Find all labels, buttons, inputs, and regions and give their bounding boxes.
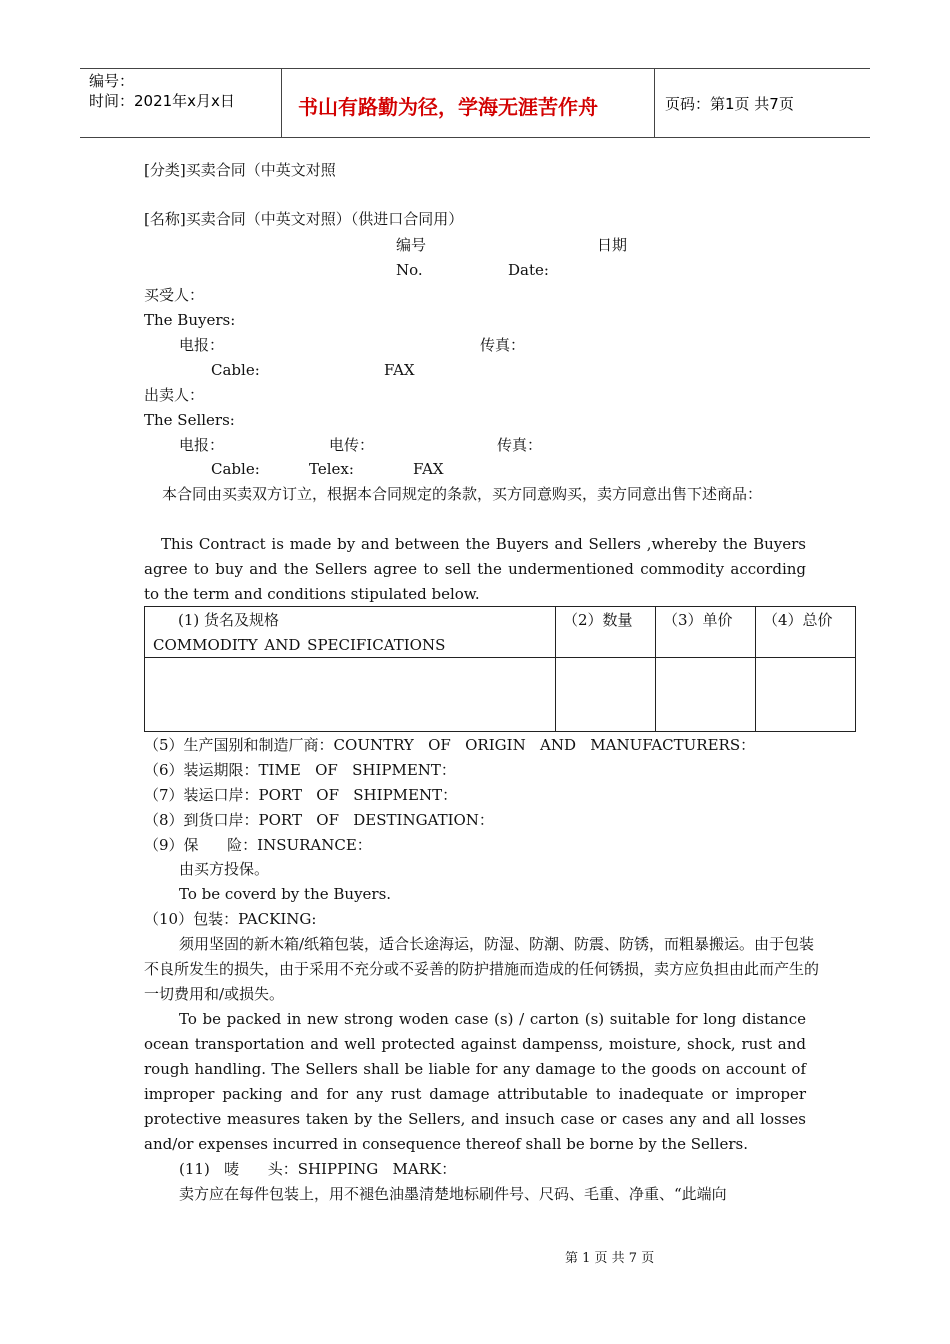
buyer-cable-cn: 电报： <box>179 336 225 354</box>
clause-8: （8）到货口岸：PORT OF DESTINGATION： <box>144 811 494 829</box>
goods-col-commodity-cn: (1) 货名及规格 <box>178 611 280 629</box>
seller-cable-cn: 电报： <box>179 436 225 454</box>
header-divider <box>654 69 655 137</box>
goods-col-quantity: （2）数量 <box>563 611 633 629</box>
seller-fax-cn: 传真： <box>497 436 543 454</box>
seller-telex-cn: 电传： <box>329 436 375 454</box>
buyer-fax-en: FAX <box>384 361 415 379</box>
header-motto: 书山有路勤为径，学海无涯苦作舟 <box>298 95 598 119</box>
header-time-label: 时间：2021年x月x日 <box>89 92 235 110</box>
header-divider <box>281 69 282 137</box>
header-page-code: 页码：第1页 共7页 <box>665 95 794 113</box>
clause-7: （7）装运口岸：PORT OF SHIPMENT： <box>144 786 458 804</box>
seller-cable-en: Cable: <box>211 460 260 478</box>
seller-label-cn: 出卖人： <box>144 386 205 404</box>
page-footer: 第 1 页 共 7 页 <box>565 1251 655 1266</box>
date-label-cn: 日期 <box>597 236 628 254</box>
clause-10: （10）包装：PACKING: <box>144 910 317 928</box>
clause-6: （6）装运期限：TIME OF SHIPMENT： <box>144 761 456 779</box>
intro-cn: 本合同由买卖双方订立，根据本合同规定的条款，买方同意购买，卖方同意出售下述商品： <box>162 485 763 503</box>
goods-col-unit-price: （3）单价 <box>663 611 733 629</box>
doc-name: [名称]买卖合同（中英文对照）（供进口合同用） <box>144 210 464 228</box>
buyer-label-en: The Buyers: <box>144 311 236 329</box>
header-number-label: 编号： <box>89 72 135 90</box>
buyer-fax-cn: 传真： <box>480 336 526 354</box>
no-label-cn: 编号 <box>396 236 427 254</box>
clause-9-cn: 由买方投保。 <box>179 860 270 878</box>
buyer-cable-en: Cable: <box>211 361 260 379</box>
goods-col-total-price: （4）总价 <box>763 611 833 629</box>
buyer-label-cn: 买受人： <box>144 286 205 304</box>
clause-11: (11) 唛 头：SHIPPING MARK： <box>179 1160 457 1178</box>
clause-10-en: To be packed in new strong woden case (s) / carton (s) suitable for long distance ocean transportation and well protected against dampenss, moisture, shock, rust and rough handling. The Sellers shall be liable for any damage to the goods on account of improper packing and for any rust damage attributable to inadequate or improper protective measures taken by the Sellers, and insuch case or cases any and all losses and/or expenses incurred in consequence thereof shall be borne by the Sellers. <box>144 1010 806 1153</box>
clause-5: （5）生产国别和制造厂商：COUNTRY OF ORIGIN AND MANUFACTURERS： <box>144 736 756 754</box>
clause-9: （9）保 险：INSURANCE： <box>144 836 372 854</box>
seller-fax-en: FAX <box>413 460 444 478</box>
clause-10-cn: 须用坚固的新木箱/纸箱包装，适合长途海运，防湿、防潮、防震、防锈，而粗暴搬运。由于包装不良所发生的损失，由于采用不充分或不妥善的防护措施而造成的任何锈损，卖方应负担由此而产生的一切费用和/或损失。 <box>144 935 820 1003</box>
clause-11-cn: 卖方应在每件包装上，用不褪色油墨清楚地标刷件号、尺码、毛重、净重、“此端向 <box>179 1185 727 1203</box>
clause-9-en: To be coverd by the Buyers. <box>179 885 392 903</box>
date-label-en: Date: <box>508 261 549 279</box>
no-label-en: No. <box>396 261 423 279</box>
seller-label-en: The Sellers: <box>144 411 235 429</box>
seller-telex-en: Telex: <box>309 460 354 478</box>
doc-category: [分类]买卖合同（中英文对照 <box>144 161 336 179</box>
intro-en: This Contract is made by and between the Buyers and Sellers ,whereby the Buyers agree to buy and the Sellers agree to sell the undermentioned commodity according to the term and conditions stipulated below. <box>144 535 806 603</box>
goods-table <box>144 606 856 732</box>
goods-col-commodity-en: COMMODITY AND SPECIFICATIONS <box>153 636 446 654</box>
